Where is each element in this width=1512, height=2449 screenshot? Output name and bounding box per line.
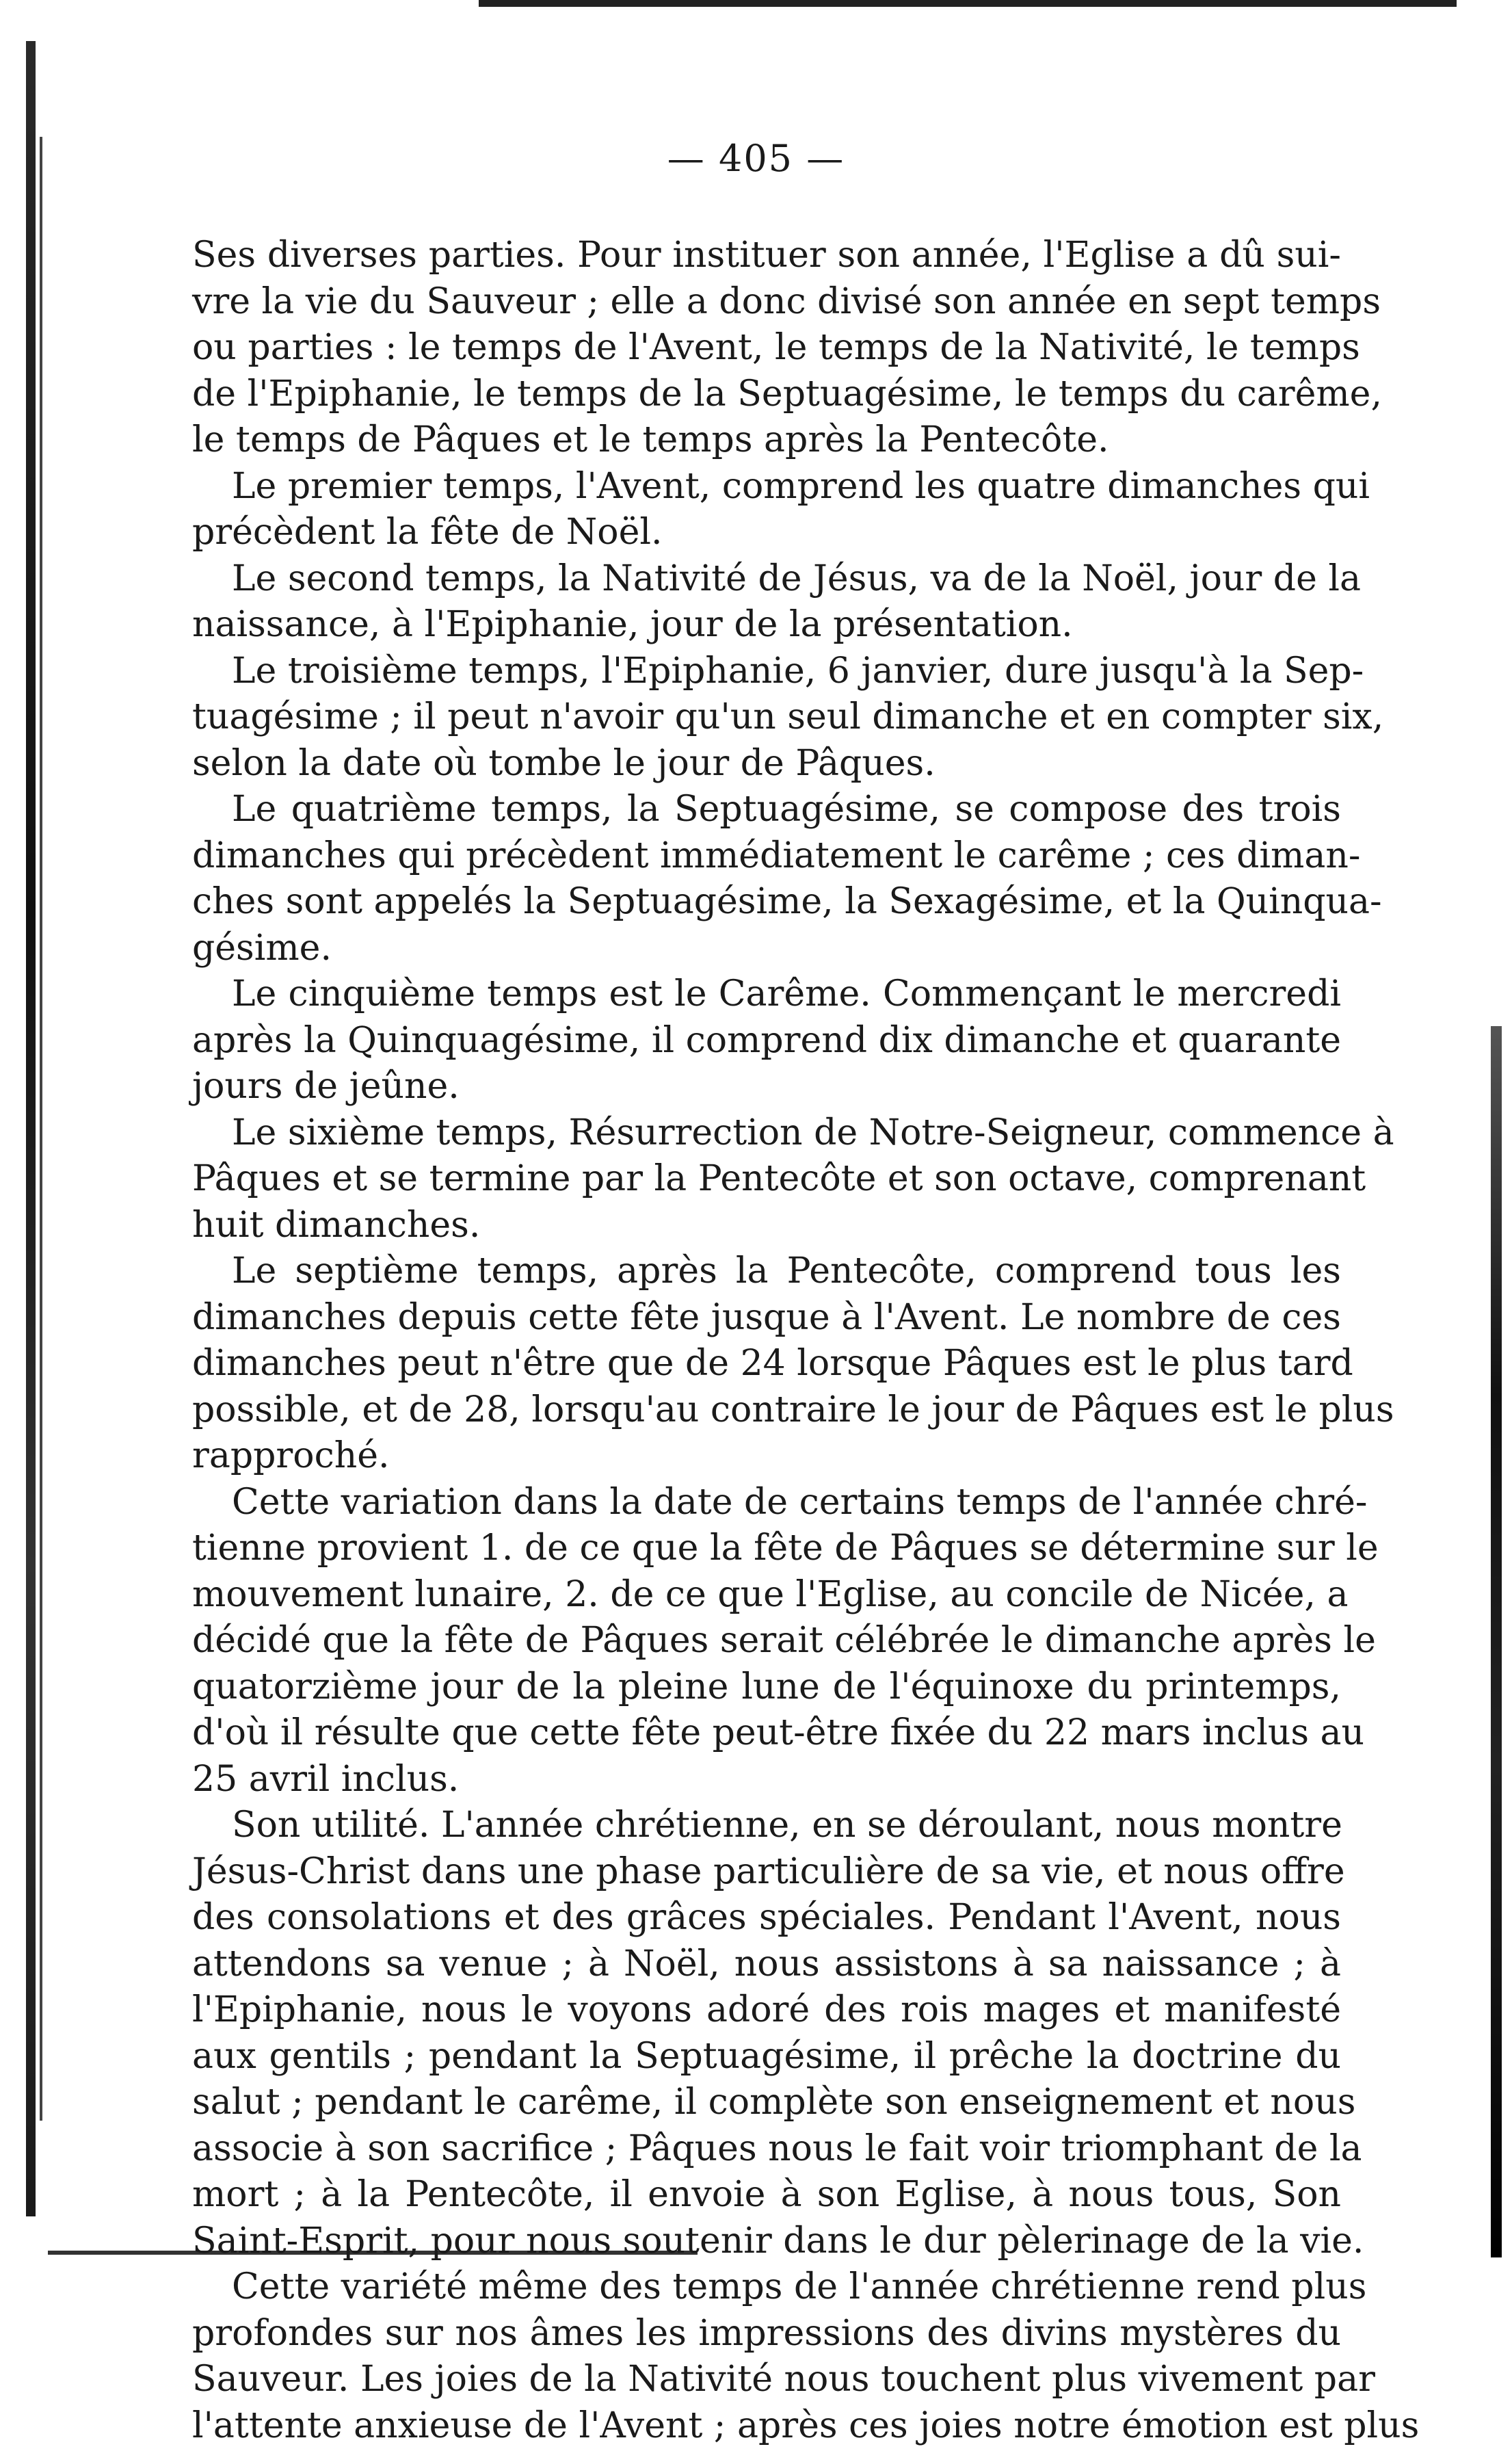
body-text: [192, 233, 1341, 2449]
text-line: Son utilité. L'année chrétienne, en se déroulant, nous montre: [192, 1803, 1341, 1849]
text-line: salut ; pendant le carême, il complète son enseignement et nous: [192, 2080, 1341, 2126]
text-line: jours de jeûne.: [192, 1064, 1341, 1110]
text-line: Cette variation dans la date de certains temps de l'année chré-: [192, 1480, 1341, 1526]
text-line: profondes sur nos âmes les impressions des divins mystères du: [192, 2311, 1341, 2357]
scan-right-border: [1491, 1026, 1502, 2257]
text-line: naissance, à l'Epiphanie, jour de la présentation.: [192, 602, 1341, 649]
text-line: huit dimanches.: [192, 1203, 1341, 1249]
page-number: — 405 —: [0, 137, 1512, 180]
text-line: Le sixième temps, Résurrection de Notre-Seigneur, commence à: [192, 1110, 1341, 1157]
text-line: quatorzième jour de la pleine lune de l'équinoxe du printemps,: [192, 1664, 1341, 1711]
text-line: tuagésime ; il peut n'avoir qu'un seul dimanche et en compter six,: [192, 694, 1341, 741]
text-line: dimanches peut n'être que de 24 lorsque Pâques est le plus tard: [192, 1341, 1341, 1387]
text-line: le temps de Pâques et le temps après la Pentecôte.: [192, 417, 1341, 464]
text-line: vre la vie du Sauveur ; elle a donc divisé son année en sept temps: [192, 279, 1341, 326]
text-line: Saint-Esprit, pour nous soutenir dans le dur pèlerinage de la vie.: [192, 2218, 1341, 2265]
text-line: Le quatrième temps, la Septuagésime, se compose des trois: [192, 787, 1341, 833]
text-line: ou parties : le temps de l'Avent, le temps de la Nativité, le temps: [192, 325, 1341, 371]
text-line: possible, et de 28, lorsqu'au contraire le jour de Pâques est le plus: [192, 1387, 1341, 1434]
text-line: l'attente anxieuse de l'Avent ; après ces joies notre émotion est plus: [192, 2403, 1341, 2449]
text-line: attendons sa venue ; à Noël, nous assistons à sa naissance ; à: [192, 1941, 1341, 1988]
scan-left-border: [26, 41, 36, 2216]
text-line: 25 avril inclus.: [192, 1757, 1341, 1803]
text-line: selon la date où tombe le jour de Pâques.: [192, 741, 1341, 787]
text-line: Le cinquième temps est le Carême. Commençant le mercredi: [192, 971, 1341, 1018]
text-line: aux gentils ; pendant la Septuagésime, il prêche la doctrine du: [192, 2034, 1341, 2080]
text-line: décidé que la fête de Pâques serait célébrée le dimanche après le: [192, 1618, 1341, 1664]
text-line: mort ; à la Pentecôte, il envoie à son Eglise, à nous tous, Son: [192, 2172, 1341, 2218]
text-line: Pâques et se termine par la Pentecôte et son octave, comprenant: [192, 1156, 1341, 1203]
text-line: Le second temps, la Nativité de Jésus, va de la Noël, jour de la: [192, 556, 1341, 603]
scan-top-border: [479, 0, 1457, 7]
text-line: précèdent la fête de Noël.: [192, 510, 1341, 556]
text-line: Le septième temps, après la Pentecôte, comprend tous les: [192, 1248, 1341, 1295]
text-line: l'Epiphanie, nous le voyons adoré des rois mages et manifesté: [192, 1987, 1341, 2034]
text-line: mouvement lunaire, 2. de ce que l'Eglise, au concile de Nicée, a: [192, 1572, 1341, 1619]
text-line: après la Quinquagésime, il comprend dix dimanche et quarante: [192, 1018, 1341, 1064]
text-line: Sauveur. Les joies de la Nativité nous touchent plus vivement par: [192, 2357, 1341, 2403]
text-line: rapproché.: [192, 1433, 1341, 1480]
text-line: d'où il résulte que cette fête peut-être fixée du 22 mars inclus au: [192, 1710, 1341, 1757]
text-line: dimanches depuis cette fête jusque à l'Avent. Le nombre de ces: [192, 1295, 1341, 1341]
text-line: dimanches qui précèdent immédiatement le carême ; ces diman-: [192, 833, 1341, 880]
text-line: Jésus-Christ dans une phase particulière de sa vie, et nous offre: [192, 1849, 1341, 1896]
text-line: associe à son sacrifice ; Pâques nous le fait voir triomphant de la: [192, 2126, 1341, 2173]
text-line: de l'Epiphanie, le temps de la Septuagésime, le temps du carême,: [192, 371, 1341, 418]
text-line: Ses diverses parties. Pour instituer son année, l'Eglise a dû sui-: [192, 233, 1341, 279]
text-line: ches sont appelés la Septuagésime, la Sexagésime, et la Quinqua-: [192, 879, 1341, 926]
text-line: Le premier temps, l'Avent, comprend les quatre dimanches qui: [192, 464, 1341, 510]
text-line: tienne provient 1. de ce que la fête de Pâques se détermine sur le: [192, 1525, 1341, 1572]
scan-left-border-inner: [40, 137, 42, 2121]
text-line: Le troisième temps, l'Epiphanie, 6 janvier, dure jusqu'à la Sep-: [192, 649, 1341, 695]
text-line: Cette variété même des temps de l'année chrétienne rend plus: [192, 2264, 1341, 2311]
text-line: des consolations et des grâces spéciales. Pendant l'Avent, nous: [192, 1895, 1341, 1941]
text-line: gésime.: [192, 926, 1341, 972]
